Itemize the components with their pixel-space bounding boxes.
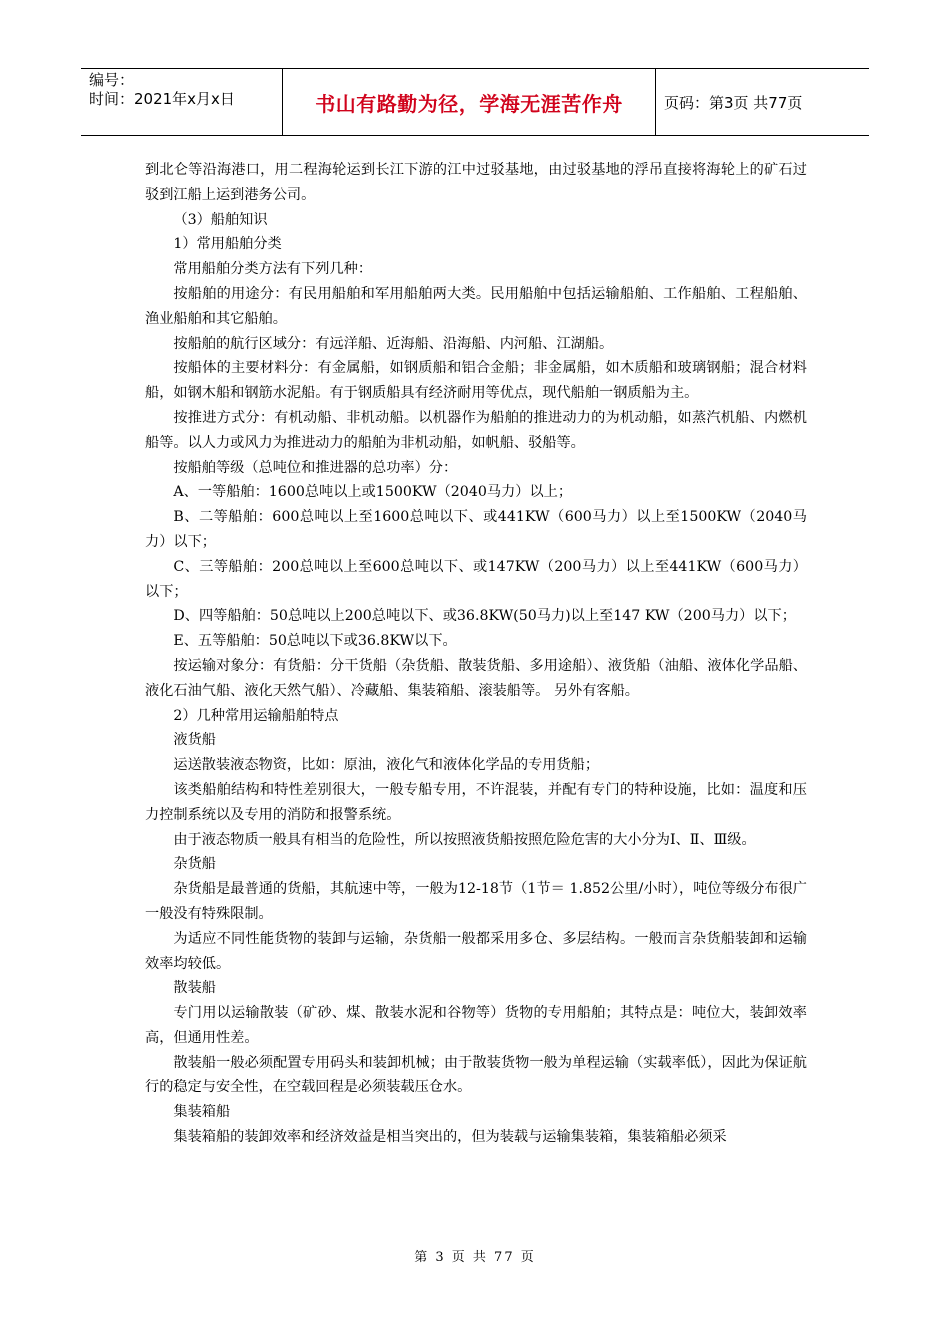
paragraph: 专门用以运输散装（矿砂、煤、散装水泥和谷物等）货物的专用船舶；其特点是：吨位大，装卸效率高，但通用性差。	[145, 1005, 807, 1046]
paragraph: 按船舶的用途分：有民用船舶和军用船舶两大类。民用船舶中包括运输船舶、工作船舶、工程船舶、渔业船舶和其它船舶。	[145, 285, 807, 327]
list-item: A、一等船舶：1600总吨以上或1500KW（2040马力）以上；	[173, 484, 573, 501]
topic-heading: 杂货船	[173, 856, 216, 873]
paragraph: 按船体的主要材料分：有金属船，如钢质船和铝合金船；非金属船，如木质船和玻璃钢船；混合材料船，如钢木船和钢筋水泥船。有于钢质船具有经济耐用等优点，现代船舶一钢质船为主。	[145, 360, 807, 402]
paragraph: 常用船舶分类方法有下列几种：	[173, 261, 373, 278]
list-item: D、四等船舶：50总吨以上200总吨以下、或36.8KW(50马力)以上至147 KW（200马力）以下；	[173, 608, 796, 625]
paragraph: 该类船舶结构和特性差别很大，一般专船专用，不许混装，并配有专门的特种设施，比如：温度和压力控制系统以及专用的消防和报警系统。	[145, 781, 807, 823]
paragraph: 集装箱船的装卸效率和经济效益是相当突出的，但为装载与运输集装箱，集装箱船必须采	[173, 1129, 727, 1146]
section-heading: （3）船舶知识	[173, 211, 268, 228]
topic-heading: 散装船	[173, 980, 216, 997]
list-item: E、五等船舶：50总吨以下或36.8KW以下。	[173, 633, 457, 650]
subsection-heading: 1）常用船舶分类	[173, 236, 282, 253]
topic-heading: 液货船	[173, 732, 216, 749]
paragraph: 散装船一般必须配置专用码头和装卸机械；由于散装货物一般为单程运输（实载率低），因此为保证航行的稳定与安全性，在空载回程是必须装载压仓水。	[145, 1054, 807, 1096]
paragraph: 按船舶的航行区域分：有远洋船、近海船、沿海船、内河船、江湖船。	[173, 335, 614, 352]
paragraph: 到北仑等沿海港口，用二程海轮运到长江下游的江中过驳基地，由过驳基地的浮吊直接将海轮上的矿石过驳到江船上运到港务公司。	[145, 162, 807, 203]
paragraph: 按运输对象分：有货船：分干货船（杂货船、散装货船、多用途船）、液货船（油船、液体化学品船、液化石油气船、液化天然气船）、冷藏船、集装箱船、滚装船等。 另外有客船。	[145, 657, 807, 699]
header-page-number: 页码：第3页 共77页	[664, 93, 803, 112]
document-number-label: 编号：	[89, 71, 135, 89]
paragraph: 按船舶等级（总吨位和推进器的总功率）分：	[173, 459, 458, 476]
paragraph: 按推进方式分：有机动船、非机动船。以机器作为船舶的推进动力的为机动船，如蒸汽机船、内燃机船等。以人力或风力为推进动力的船舶为非机动船，如帆船、驳船等。	[145, 409, 807, 451]
document-body	[145, 158, 807, 1150]
subsection-heading: 2）几种常用运输船舶特点	[173, 707, 339, 724]
document-date-label: 时间：2021年x月x日	[89, 90, 235, 108]
topic-heading: 集装箱船	[173, 1104, 231, 1121]
list-item: C、三等船舶：200总吨以上至600总吨以下、或147KW（200马力）以上至441KW（600马力）以下；	[145, 558, 807, 600]
paragraph: 运送散装液态物资，比如：原油，液化气和液体化学品的专用货船；	[173, 757, 600, 774]
paragraph: 由于液态物质一般具有相当的危险性，所以按照液货船按照危险危害的大小分为Ⅰ、Ⅱ、Ⅲ级。	[173, 831, 756, 848]
paragraph: 为适应不同性能货物的装卸与运输，杂货船一般都采用多仓、多层结构。一般而言杂货船装卸和运输效率均较低。	[145, 930, 807, 972]
header-meta	[81, 69, 283, 135]
paragraph: 杂货船是最普通的货船，其航速中等，一般为12-18节（1节＝ 1.852公里/小时），吨位等级分布很广一般没有特殊限制。	[145, 881, 807, 922]
page-header	[81, 68, 869, 136]
list-item: B、二等船舶：600总吨以上至1600总吨以下、或441KW（600马力）以上至1500KW（2040马力）以下；	[145, 509, 807, 550]
header-motto: 书山有路勤为径，学海无涯苦作舟	[283, 69, 656, 135]
page-footer: 第 3 页 共 77 页	[414, 1250, 536, 1265]
